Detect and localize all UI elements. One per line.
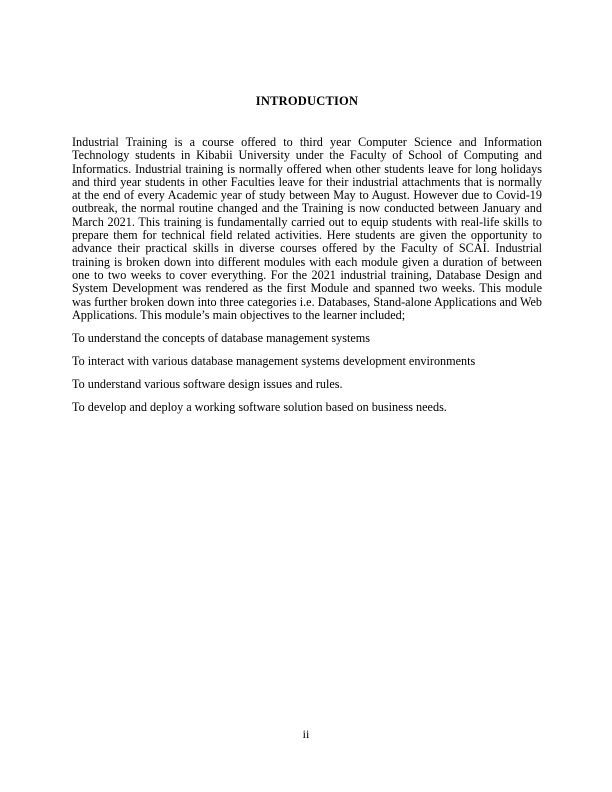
introduction-paragraph: Industrial Training is a course offered to third year Computer Science and Information Technology students in Kibabii University under the Faculty of School of Computing and Informatics. Industrial training is normally offered when other students leave for long holidays and third year students in other Faculties leave for their industrial attachments that is normally at the end of every Academic year of study between May to August. However due to Covid-19 outbreak, the normal routine changed and the Training is now conducted between January and March 2021. This training is fundamentally carried out to equip students with real-life skills to prepare them for technical field related activities. Here students are given the opportunity to advance their practical skills in diverse courses offered by the Faculty of SCAI. Industrial training is broken down into different modules with each module given a duration of between one to two weeks to cover everything. For the 2021 industrial training, Database Design and System Development was rendered as the first Module and spanned two weeks. This module was further broken down into three categories i.e. Databases, Stand-alone Applications and Web Applications. This module’s main objectives to the learner included;	[72, 135, 542, 322]
page-content	[72, 94, 542, 423]
page-number: ii	[302, 727, 310, 741]
section-heading: INTRODUCTION	[255, 94, 359, 108]
objective-item-1: To understand the concepts of database management systems	[72, 331, 370, 346]
objective-item-3: To understand various software design issues and rules.	[72, 376, 343, 391]
objective-item-4: To develop and deploy a working software solution based on business needs.	[72, 399, 447, 414]
objective-item-2: To interact with various database management systems development environments	[72, 353, 476, 368]
